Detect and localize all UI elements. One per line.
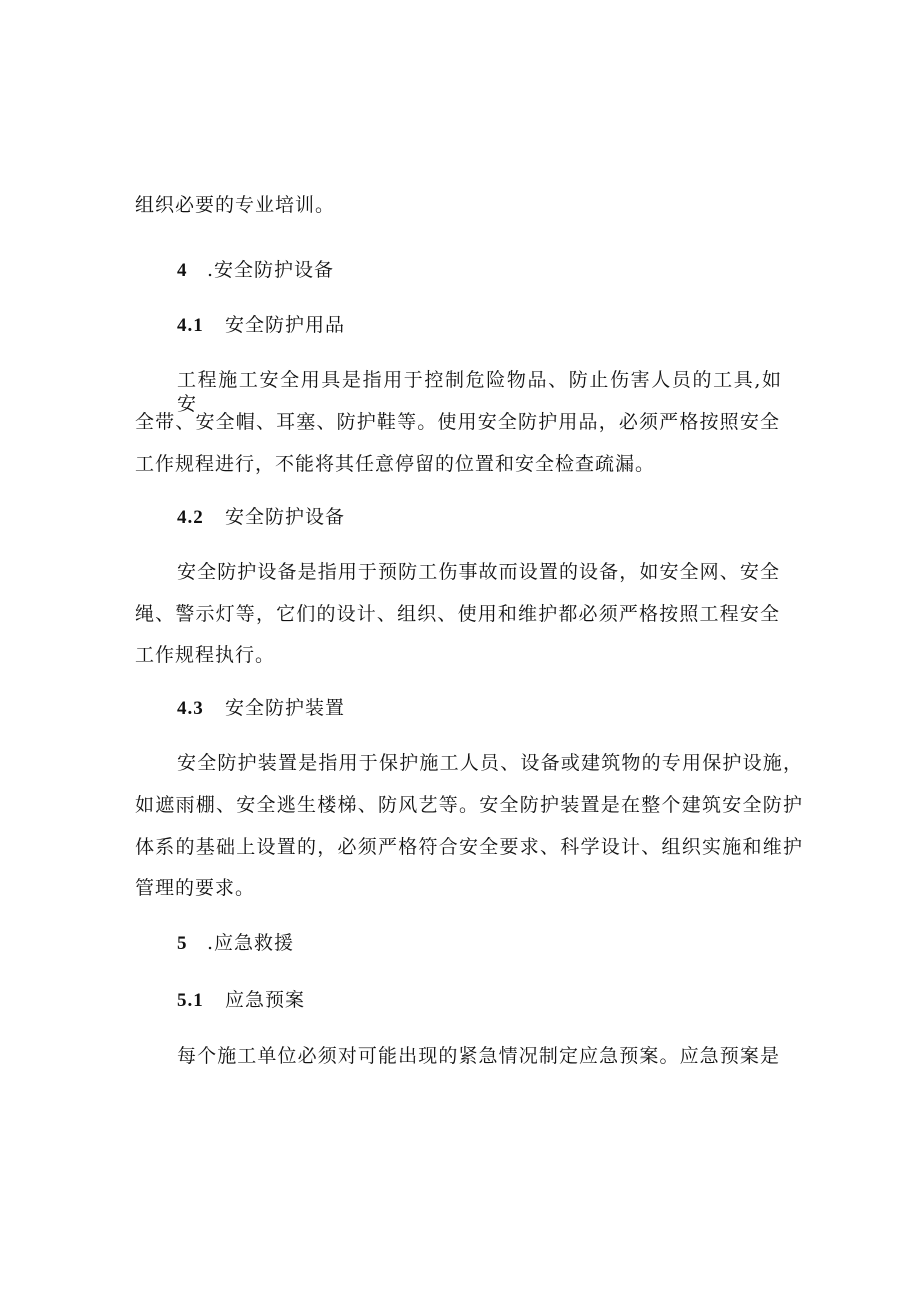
paragraph-line: 安全防护设备是指用于预防工伤事故而设置的设备，如安全网、安全	[177, 561, 780, 583]
paragraph-line: 每个施工单位必须对可能出现的紧急情况制定应急预案。应急预案是	[177, 1045, 780, 1067]
subsection-title: 安全防护装置	[225, 697, 346, 719]
subsection-4-2-heading	[177, 505, 345, 530]
section-5-heading	[177, 931, 294, 956]
paragraph-line: 如遮雨棚、安全逃生楼梯、防风艺等。安全防护装置是在整个建筑安全防护	[135, 794, 803, 816]
paragraph-line: 管理的要求。	[135, 877, 256, 899]
subsection-title: 安全防护用品	[225, 314, 346, 336]
paragraph-line: 安全防护装置是指用于保护施工人员、设备或建筑物的专用保护设施，	[177, 752, 803, 774]
subsection-5-1-heading	[177, 988, 305, 1013]
continuation-text: 组织必要的专业培训。	[135, 194, 336, 216]
paragraph-line: 全带、安全帽、耳塞、防护鞋等。使用安全防护用品，必须严格按照安全	[135, 411, 780, 433]
section-number: 4	[177, 260, 188, 281]
paragraph-line: 工程施工安全用具是指用于控制危险物品、防止伤害人员的工具,如安	[177, 369, 782, 415]
subsection-number: 4.2	[177, 507, 204, 528]
subsection-4-3-heading	[177, 696, 345, 721]
subsection-number: 4.1	[177, 315, 204, 336]
paragraph-line: 工作规程执行。	[135, 644, 276, 666]
paragraph-line: 绳、警示灯等，它们的设计、组织、使用和维护都必须严格按照工程安全	[135, 603, 780, 625]
section-title: .安全防护设备	[207, 259, 335, 281]
section-title: .应急救援	[207, 932, 295, 954]
subsection-number: 4.3	[177, 698, 204, 719]
section-number: 5	[177, 933, 188, 954]
paragraph-line: 工作规程进行，不能将其任意停留的位置和安全检查疏漏。	[135, 453, 656, 475]
subsection-title: 安全防护设备	[225, 506, 346, 528]
subsection-number: 5.1	[177, 990, 204, 1011]
subsection-4-1-heading	[177, 313, 345, 338]
section-4-heading	[177, 258, 334, 283]
subsection-title: 应急预案	[225, 989, 306, 1011]
paragraph-line: 体系的基础上设置的，必须严格符合安全要求、科学设计、组织实施和维护	[135, 836, 803, 858]
